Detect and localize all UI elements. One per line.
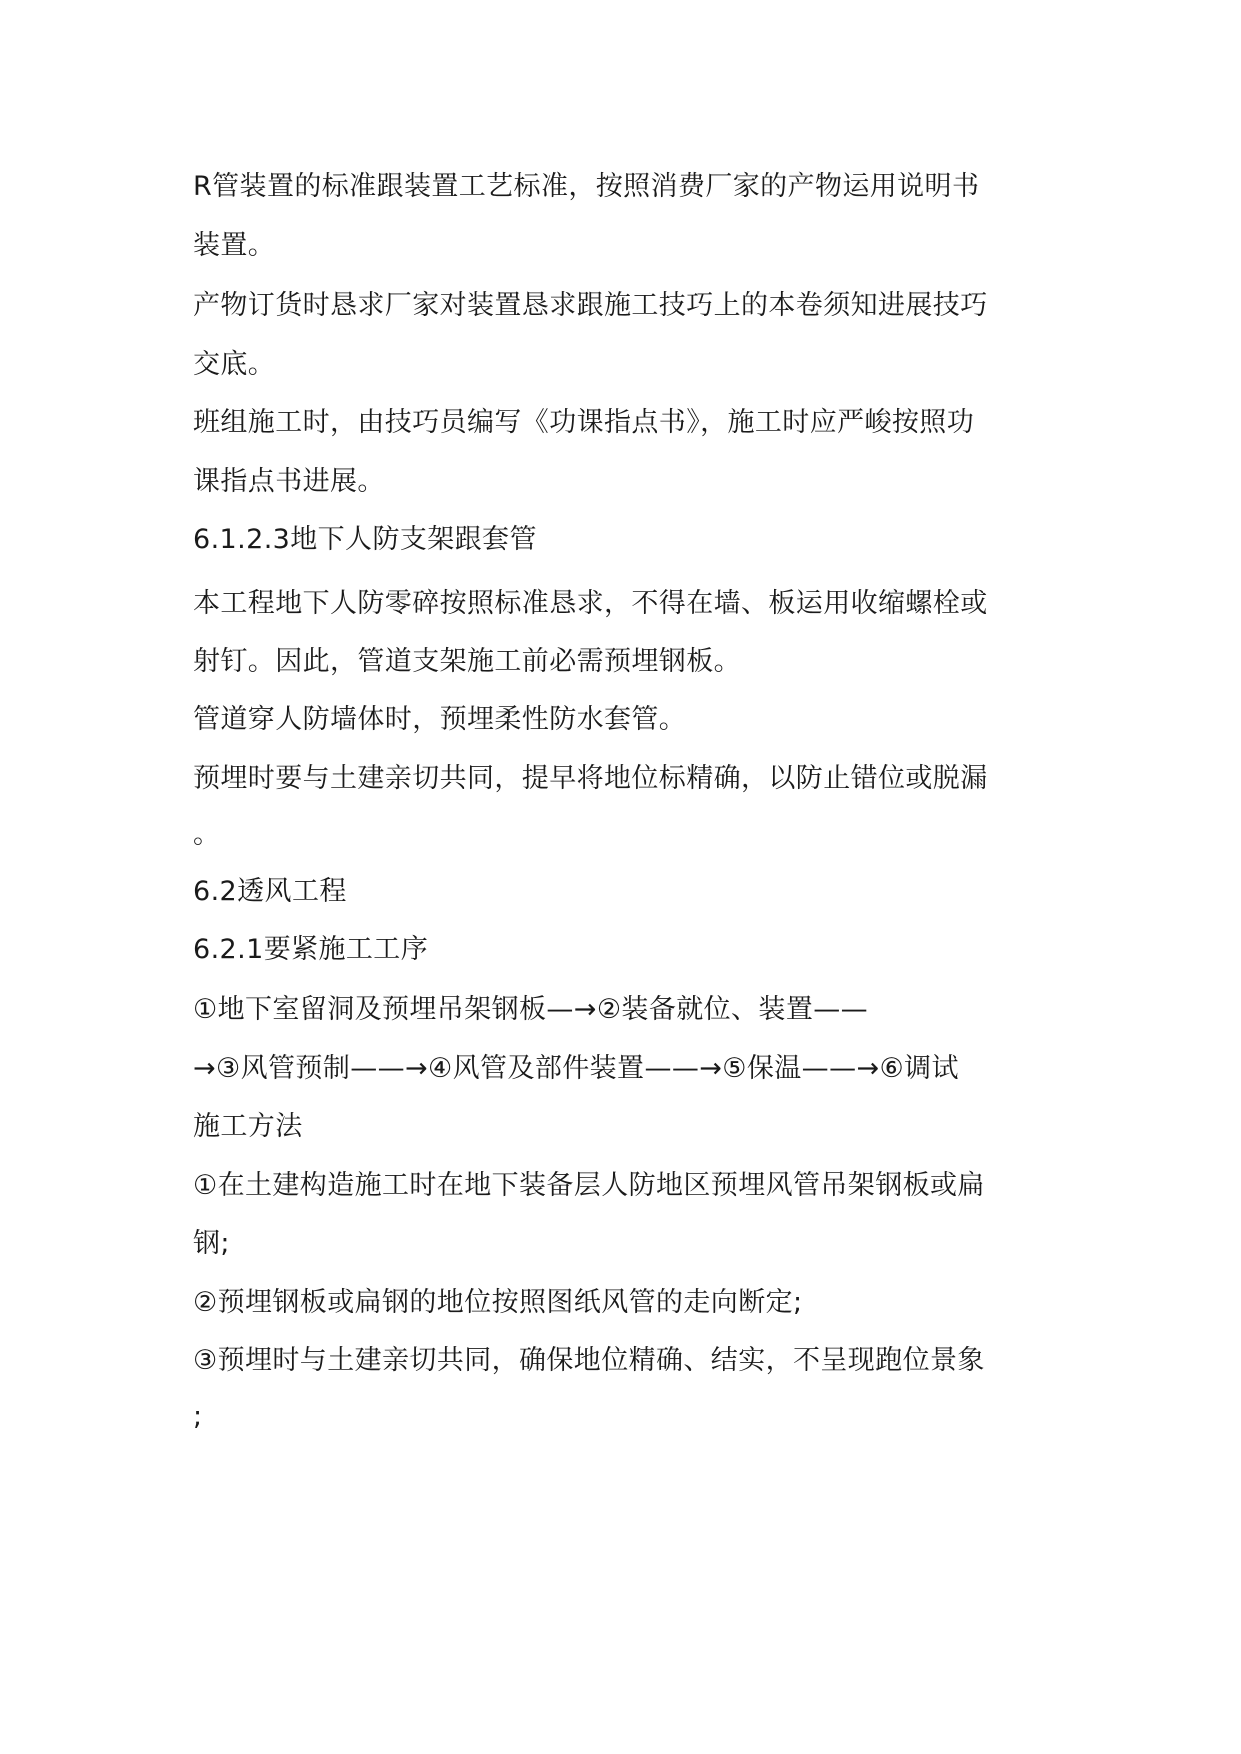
text-line: 产物订货时恳求厂家对装置恳求跟施工技巧上的本卷须知进展技巧 — [193, 290, 988, 321]
text-line: 交底。 — [193, 349, 276, 380]
section-heading: 6.2.1要紧施工工序 — [193, 934, 429, 965]
text-line: 课指点书进展。 — [193, 466, 385, 497]
text-line: 管道穿人防墙体时，预埋柔性防水套管。 — [193, 704, 687, 735]
section-heading: 6.1.2.3地下人防支架跟套管 — [193, 524, 537, 555]
text-line: ③预埋时与土建亲切共同，确保地位精确、结实，不呈现跑位景象 — [193, 1345, 985, 1376]
text-line: 班组施工时，由技巧员编写《功课指点书》，施工时应严峻按照功 — [193, 407, 975, 438]
text-line: R管装置的标准跟装置工艺标准，按照消费厂家的产物运用说明书 — [193, 171, 980, 202]
text-line: ②预埋钢板或扁钢的地位按照图纸风管的走向断定; — [193, 1287, 803, 1318]
text-line: ①在土建构造施工时在地下装备层人防地区预埋风管吊架钢板或扁 — [193, 1170, 985, 1201]
text-line: 本工程地下人防零碎按照标准恳求，不得在墙、板运用收缩螺栓或 — [193, 588, 988, 619]
text-line: 预埋时要与土建亲切共同，提早将地位标精确，以防止错位或脱漏 — [193, 763, 988, 794]
text-line: →③风管预制——→④风管及部件装置——→⑤保温——→⑥调试 — [193, 1053, 959, 1084]
text-line: 装置。 — [193, 230, 276, 261]
text-line: 钢; — [193, 1228, 230, 1259]
text-line: 射钉。因此，管道支架施工前必需预埋钢板。 — [193, 646, 741, 677]
text-line: 。 — [193, 819, 221, 850]
text-line: 施工方法 — [193, 1111, 303, 1142]
text-line: ; — [193, 1401, 203, 1432]
section-heading: 6.2透风工程 — [193, 876, 347, 907]
text-line: ①地下室留洞及预埋吊架钢板—→②装备就位、装置—— — [193, 994, 869, 1025]
